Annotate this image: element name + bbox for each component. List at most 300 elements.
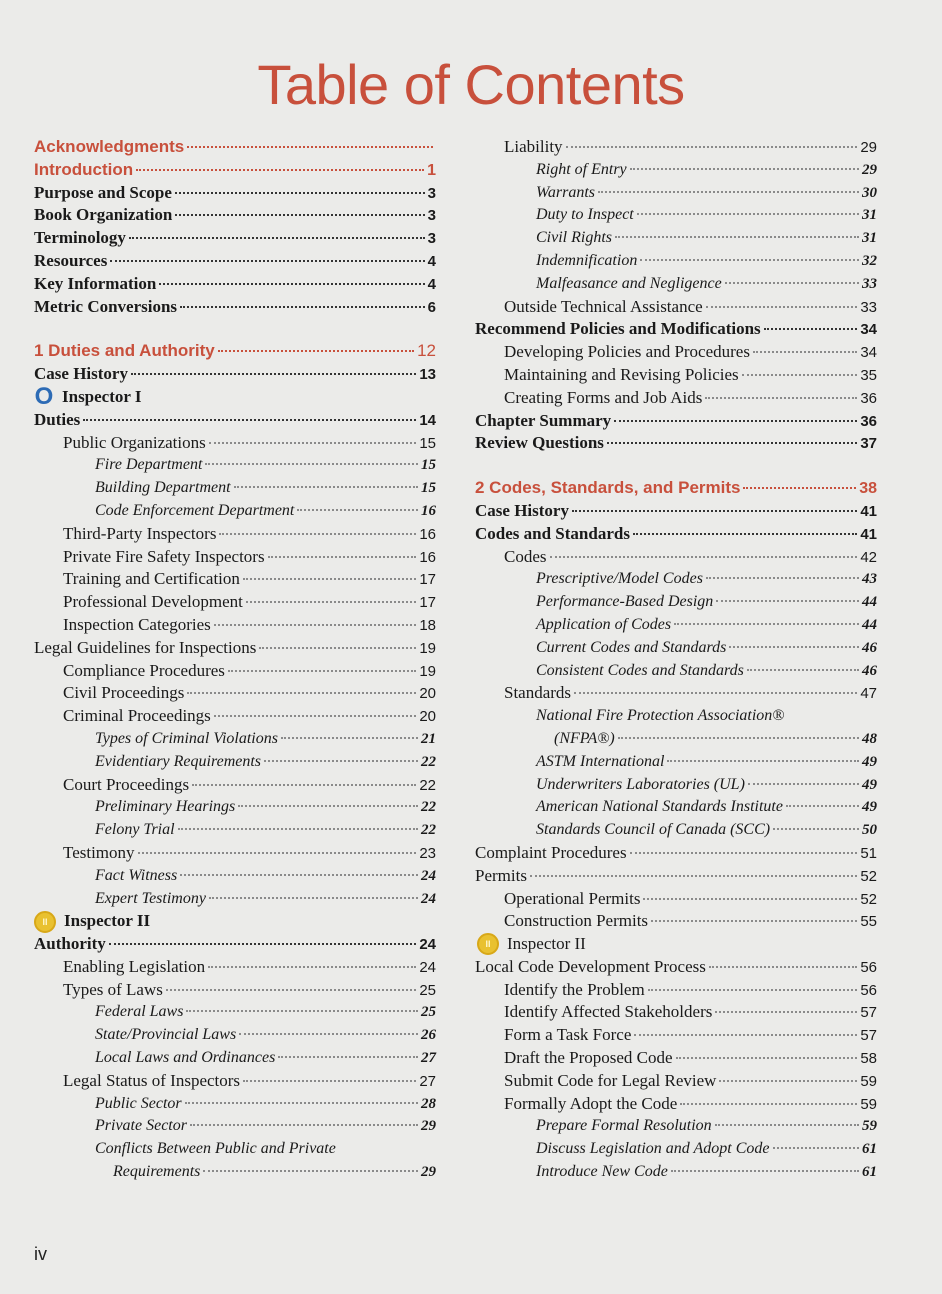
dot-leader: [630, 852, 858, 854]
dot-leader: [243, 578, 416, 580]
page-number: 32: [862, 252, 877, 269]
page-number: 49: [862, 799, 877, 816]
toc-entry-label: Authority: [34, 934, 106, 954]
toc-entry-label: Code Enforcement Department: [95, 501, 295, 519]
toc-entry[interactable]: [34, 227, 436, 250]
chapter-entry[interactable]: [34, 340, 436, 363]
toc-entry-label: Complaint Procedures: [475, 842, 627, 862]
toc-entry[interactable]: [475, 1093, 877, 1116]
page-number: 15: [421, 457, 436, 474]
dot-leader: [572, 510, 857, 512]
toc-entry[interactable]: [475, 318, 877, 341]
page-title: Table of Contents: [257, 53, 685, 116]
toc-entry[interactable]: [475, 296, 877, 319]
page-number: 19: [419, 662, 436, 680]
toc-entry-label: Case History: [475, 500, 569, 520]
page-number: 22: [421, 822, 436, 839]
toc-entry-label: ASTM International: [536, 752, 665, 770]
toc-entry[interactable]: [475, 842, 877, 865]
dot-leader: [748, 783, 859, 785]
toc-entry[interactable]: [34, 1115, 436, 1138]
page-number: 36: [860, 412, 877, 430]
page-number: 56: [860, 958, 877, 976]
toc-entry-label: Application of Codes: [536, 615, 672, 633]
toc-entry[interactable]: [475, 364, 877, 387]
toc-entry[interactable]: [34, 546, 436, 569]
page-number: 42: [860, 548, 877, 566]
toc-entry[interactable]: [34, 432, 436, 455]
toc-entry[interactable]: [475, 682, 877, 705]
page-number: 22: [421, 753, 436, 770]
toc-entry[interactable]: [34, 1001, 436, 1024]
page-number: 56: [860, 981, 877, 999]
dot-leader: [640, 259, 859, 261]
page-number: 33: [860, 298, 877, 316]
dot-leader: [786, 805, 859, 807]
toc-entry[interactable]: [475, 546, 877, 569]
page-number: 29: [860, 139, 877, 156]
dot-leader: [706, 306, 858, 308]
toc-entry-label: Book Organization: [34, 205, 173, 225]
dot-leader: [607, 442, 857, 444]
toc-entry[interactable]: [475, 660, 877, 683]
toc-entry-label: Criminal Proceedings: [63, 706, 211, 726]
toc-entry[interactable]: [34, 819, 436, 842]
page-number: 36: [860, 389, 877, 407]
toc-entry-label: Local Laws and Ordinances: [95, 1049, 276, 1067]
dot-leader: [187, 146, 433, 148]
page-number: 58: [860, 1050, 877, 1068]
dot-leader: [209, 442, 417, 444]
dot-leader: [246, 601, 416, 603]
inspector-ii-badge-icon: II: [34, 911, 56, 933]
dot-leader: [180, 306, 425, 308]
dot-leader: [203, 1170, 418, 1172]
dot-leader: [667, 760, 859, 762]
dot-leader: [218, 350, 414, 352]
dot-leader: [773, 828, 859, 830]
toc-entry-label: Right of Entry: [536, 160, 627, 178]
toc-entry[interactable]: [34, 250, 436, 273]
toc-entry-label: Key Information: [34, 273, 157, 293]
page-number: 49: [862, 776, 877, 793]
toc-entry-label: Operational Permits: [504, 888, 641, 908]
toc-entry-label: Outside Technical Assistance: [504, 296, 703, 316]
page-number: 34: [860, 344, 877, 362]
page-number: 48: [862, 730, 877, 747]
toc-entry-label: Warrants: [536, 183, 595, 201]
toc-entry-label: Private Fire Safety Inspectors: [63, 546, 265, 566]
toc-entry-label: Maintaining and Revising Policies: [504, 364, 739, 384]
toc-entry[interactable]: [475, 568, 877, 591]
toc-entry[interactable]: [34, 363, 436, 386]
dot-leader: [725, 282, 859, 284]
dot-leader: [643, 898, 857, 900]
dot-leader: [109, 943, 417, 945]
toc-entry[interactable]: [475, 204, 877, 227]
page-number: 24: [421, 890, 436, 907]
page-number: 47: [860, 685, 877, 703]
dot-leader: [648, 989, 858, 991]
toc-entry-label: Standards Council of Canada (SCC): [536, 821, 771, 839]
page-number: 25: [421, 1004, 436, 1021]
toc-entry[interactable]: [34, 682, 436, 705]
toc-entry-label: Third-Party Inspectors: [63, 523, 217, 543]
dot-leader: [773, 1147, 860, 1149]
dot-leader: [671, 1170, 859, 1172]
toc-entry[interactable]: [475, 341, 877, 364]
inspector-i-badge-icon: O: [34, 383, 54, 411]
page-number: 24: [419, 958, 436, 976]
chapter-entry[interactable]: [475, 477, 877, 500]
toc-entry-label: Identify the Problem: [504, 979, 645, 999]
toc-entry[interactable]: [34, 500, 436, 523]
toc-entry[interactable]: [475, 979, 877, 1002]
page-number: 31: [862, 207, 877, 224]
dot-leader: [676, 1057, 858, 1059]
page-number: 49: [862, 753, 877, 770]
toc-entry[interactable]: [475, 410, 877, 433]
toc-entry[interactable]: [475, 819, 877, 842]
toc-entry[interactable]: [34, 933, 436, 956]
toc-entry[interactable]: [34, 1024, 436, 1047]
dot-leader: [238, 805, 418, 807]
toc-entry[interactable]: [475, 1047, 877, 1070]
toc-entry[interactable]: [34, 273, 436, 296]
toc-entry-label: Duty to Inspect: [536, 206, 634, 224]
toc-entry[interactable]: [475, 637, 877, 660]
toc-entry-label: Construction Permits: [504, 911, 649, 931]
toc-entry[interactable]: [34, 796, 436, 819]
toc-entry-label: Building Department: [95, 479, 231, 497]
dot-leader: [234, 486, 418, 488]
toc-entry[interactable]: [475, 523, 877, 546]
toc-entry-label: Case History: [34, 364, 128, 384]
toc-entry[interactable]: [475, 387, 877, 410]
section-gap: [34, 318, 436, 340]
dot-leader: [297, 509, 418, 511]
dot-leader: [574, 692, 857, 694]
dot-leader: [709, 966, 857, 968]
toc-entry[interactable]: [34, 979, 436, 1002]
page-number: 3: [427, 184, 436, 202]
page-number: 27: [419, 1072, 436, 1090]
toc-entry-label: Duties: [34, 409, 81, 429]
page-number: 46: [862, 662, 877, 679]
toc-entry-label: Indemnification: [536, 251, 638, 269]
page-number: 24: [421, 867, 436, 884]
dot-leader: [166, 989, 416, 991]
toc-entry-label: Introduce New Code: [536, 1163, 668, 1181]
dot-leader: [185, 1102, 418, 1104]
toc-entry-label: Testimony: [63, 842, 135, 862]
page-number: 51: [860, 844, 877, 862]
toc-entry[interactable]: [34, 182, 436, 205]
dot-leader: [175, 214, 424, 216]
toc-entry[interactable]: [34, 728, 436, 751]
level-heading-label: Inspector I: [62, 386, 142, 406]
dot-leader: [715, 1124, 859, 1126]
page-number: 57: [860, 1004, 877, 1022]
page-number: 6: [427, 298, 436, 316]
page-number: 34: [860, 321, 877, 339]
page-number: 17: [419, 594, 436, 612]
toc-entry[interactable]: [34, 774, 436, 797]
toc-entry[interactable]: [475, 136, 877, 159]
toc-entry-label: (NFPA®): [554, 729, 615, 747]
toc-entry[interactable]: [34, 888, 436, 911]
toc-entry-label: Legal Status of Inspectors: [63, 1070, 241, 1090]
page-number: 41: [860, 525, 877, 543]
toc-entry[interactable]: [475, 1070, 877, 1093]
page-number: 14: [419, 411, 436, 429]
toc-entry-label: Felony Trial: [95, 821, 175, 839]
dot-leader: [228, 670, 416, 672]
dot-leader: [630, 168, 859, 170]
toc-entry[interactable]: [34, 159, 436, 182]
dot-leader: [180, 874, 418, 876]
toc-entry-label: Review Questions: [475, 433, 604, 453]
page-number: 28: [421, 1095, 436, 1112]
section-gap: [475, 455, 877, 477]
page-number: 15: [421, 480, 436, 497]
page-number: 21: [421, 730, 436, 747]
dot-leader: [680, 1103, 857, 1105]
toc-left-column: [34, 136, 436, 1184]
dot-leader: [259, 647, 416, 649]
level-heading: [475, 933, 877, 956]
toc-entry[interactable]: [475, 273, 877, 296]
dot-leader: [598, 191, 859, 193]
page-number: 41: [860, 502, 877, 520]
page-number: 22: [421, 799, 436, 816]
dot-leader: [716, 600, 859, 602]
toc-entry[interactable]: [34, 523, 436, 546]
toc-entry-label: Metric Conversions: [34, 296, 178, 316]
page-number: 24: [419, 936, 436, 954]
toc-entry[interactable]: [34, 1070, 436, 1093]
toc-entry[interactable]: [34, 956, 436, 979]
dot-leader: [178, 828, 418, 830]
dot-leader: [83, 419, 416, 421]
dot-leader: [131, 373, 416, 375]
page-number: 30: [862, 184, 877, 201]
page-number: 3: [427, 230, 436, 248]
dot-leader: [566, 146, 858, 148]
toc-entry[interactable]: [475, 1115, 877, 1138]
page-number: 23: [419, 844, 436, 862]
dot-leader: [651, 920, 857, 922]
dot-leader: [743, 487, 856, 489]
toc-entry[interactable]: [475, 956, 877, 979]
toc-entry-label: Underwriters Laboratories (UL): [536, 775, 745, 793]
dot-leader: [278, 1056, 418, 1058]
toc-entry[interactable]: [475, 1024, 877, 1047]
dot-leader: [705, 397, 857, 399]
toc-entry[interactable]: [34, 136, 436, 159]
toc-entry-label: Evidentiary Requirements: [95, 752, 262, 770]
toc-entry-label: 2 Codes, Standards, and Permits: [475, 478, 741, 498]
page-number: 35: [860, 366, 877, 384]
page-number: 16: [421, 502, 436, 519]
toc-entry-label: Court Proceedings: [63, 774, 190, 794]
dot-leader: [192, 784, 416, 786]
toc-right-column: [475, 136, 877, 1184]
toc-entry-label: Expert Testimony: [95, 889, 206, 907]
dot-leader: [186, 1010, 418, 1012]
dot-leader: [550, 556, 858, 558]
toc-entry[interactable]: [475, 728, 877, 751]
dot-leader: [742, 374, 858, 376]
dot-leader: [715, 1011, 857, 1013]
toc-entry[interactable]: [475, 500, 877, 523]
toc-entry-label: Current Codes and Standards: [536, 638, 727, 656]
page-number: 22: [419, 776, 436, 794]
toc-subentry-label: Conflicts Between Public and Private: [95, 1140, 336, 1158]
level-heading-label: Inspector II: [64, 911, 151, 931]
toc-entry-label: Resources: [34, 250, 108, 270]
toc-entry[interactable]: [475, 774, 877, 797]
dot-leader: [530, 875, 857, 877]
page-folio: iv: [34, 1244, 47, 1264]
toc-entry-label: Compliance Procedures: [63, 660, 225, 680]
dot-leader: [633, 533, 857, 535]
toc-entry-label: Form a Task Force: [504, 1025, 632, 1045]
toc-entry[interactable]: [34, 204, 436, 227]
dot-leader: [187, 692, 416, 694]
page-number: 52: [860, 890, 877, 908]
dot-leader: [214, 715, 417, 717]
page-number: 17: [419, 571, 436, 589]
toc-entry[interactable]: [34, 842, 436, 865]
toc-entry-label: Inspection Categories: [63, 614, 211, 634]
toc-entry[interactable]: [34, 409, 436, 432]
toc-entry[interactable]: [475, 250, 877, 273]
page-number: 61: [862, 1141, 877, 1158]
page-number: 16: [419, 525, 436, 543]
toc-entry-label: Discuss Legislation and Adopt Code: [536, 1140, 770, 1158]
toc-entry-label: Public Organizations: [63, 432, 206, 452]
page-number: 55: [860, 913, 877, 931]
page-number: 43: [862, 571, 877, 588]
toc-entry-label: Creating Forms and Job Aids: [504, 387, 703, 407]
toc-entry[interactable]: [34, 705, 436, 728]
toc-entry[interactable]: [34, 660, 436, 683]
dot-leader: [615, 236, 859, 238]
dot-leader: [634, 1034, 857, 1036]
page-number: 29: [421, 1118, 436, 1135]
toc-entry[interactable]: [475, 591, 877, 614]
toc-entry-label: Malfeasance and Negligence: [536, 274, 722, 292]
dot-leader: [753, 351, 857, 353]
page-number: 29: [862, 161, 877, 178]
dot-leader: [208, 966, 416, 968]
toc-entry-label: Identify Affected Stakeholders: [504, 1002, 713, 1022]
toc-entry-label: Legal Guidelines for Inspections: [34, 637, 257, 657]
toc-entry-label: Liability: [504, 137, 563, 156]
dot-leader: [268, 556, 417, 558]
dot-leader: [706, 577, 859, 579]
toc-entry-label: Federal Laws: [95, 1003, 184, 1021]
toc-entry[interactable]: [475, 614, 877, 637]
toc-entry-label: Performance-Based Design: [536, 593, 714, 611]
page-number: 59: [862, 1118, 877, 1135]
toc-entry[interactable]: [475, 888, 877, 911]
page-number: 59: [860, 1072, 877, 1090]
page-number: 12: [417, 341, 436, 361]
toc-entry-label: Civil Proceedings: [63, 683, 185, 703]
dot-leader: [637, 213, 859, 215]
dot-leader: [239, 1033, 418, 1035]
toc-entry-label: Standards: [504, 683, 572, 703]
toc-entry[interactable]: [475, 1161, 877, 1184]
page-number: 33: [862, 275, 877, 292]
toc-entry-label: Developing Policies and Procedures: [504, 342, 750, 362]
dot-leader: [129, 237, 425, 239]
toc-entry[interactable]: [34, 637, 436, 660]
toc-entry[interactable]: [475, 865, 877, 888]
dot-leader: [674, 623, 859, 625]
page-number: 44: [862, 594, 877, 611]
toc-entry-label: Consistent Codes and Standards: [536, 661, 744, 679]
toc-entry-label: Codes: [504, 546, 547, 566]
page-number: 15: [419, 434, 436, 452]
page-number: 13: [419, 366, 436, 384]
toc-entry[interactable]: [34, 477, 436, 500]
toc-entry[interactable]: [475, 910, 877, 933]
toc-entry[interactable]: [475, 1001, 877, 1024]
page-number: 19: [419, 639, 436, 657]
toc-entry[interactable]: [34, 1047, 436, 1070]
level-heading: [34, 910, 436, 933]
toc-entry[interactable]: [475, 182, 877, 205]
toc-entry[interactable]: [475, 751, 877, 774]
toc-entry-label: Requirements: [113, 1163, 201, 1181]
toc-entry[interactable]: [475, 227, 877, 250]
dot-leader: [243, 1080, 416, 1082]
toc-entry-label: Codes and Standards: [475, 523, 630, 543]
toc-entry[interactable]: [34, 454, 436, 477]
toc-entry[interactable]: [34, 751, 436, 774]
toc-entry-label: Formally Adopt the Code: [504, 1093, 678, 1113]
toc-entry[interactable]: [34, 1093, 436, 1116]
page-number: 20: [419, 708, 436, 726]
dot-leader: [719, 1080, 857, 1082]
toc-entry[interactable]: [34, 614, 436, 637]
toc-entry[interactable]: [34, 591, 436, 614]
dot-leader: [138, 852, 417, 854]
page-number: 27: [421, 1050, 436, 1067]
toc-entry[interactable]: [475, 432, 877, 455]
dot-leader: [110, 260, 424, 262]
toc-entry[interactable]: [475, 796, 877, 819]
page-number: 29: [421, 1164, 436, 1181]
dot-leader: [764, 328, 858, 330]
page-number: 16: [419, 548, 436, 566]
toc-entry-label: Permits: [475, 865, 527, 885]
toc-entry-label: State/Provincial Laws: [95, 1026, 237, 1044]
dot-leader: [209, 897, 418, 899]
toc-entry-label: Chapter Summary: [475, 410, 612, 430]
dot-leader: [747, 669, 859, 671]
toc-entry[interactable]: [475, 1138, 877, 1161]
toc-entry[interactable]: [475, 159, 877, 182]
toc-entry-label: Fact Witness: [95, 866, 178, 884]
toc-entry[interactable]: [34, 568, 436, 591]
toc-entry[interactable]: [34, 296, 436, 319]
toc-entry[interactable]: [34, 865, 436, 888]
toc-entry[interactable]: [34, 1161, 436, 1184]
